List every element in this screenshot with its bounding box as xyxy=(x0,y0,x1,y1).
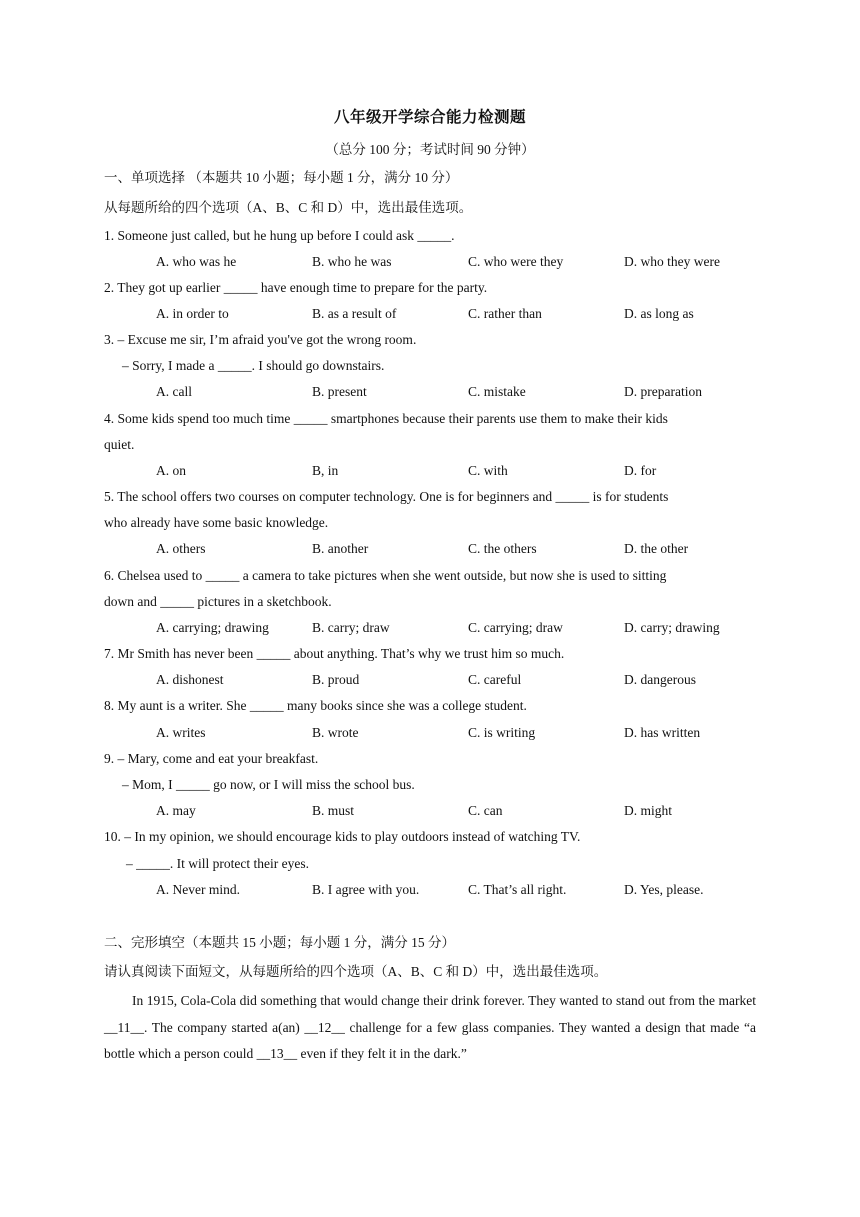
question-3-reply: – Sorry, I made a _____. I should go downstairs. xyxy=(122,358,385,373)
option-a: A. call xyxy=(156,384,192,399)
option-d: D. as long as xyxy=(624,306,694,321)
question-10: 10. – In my opinion, we should encourage kids to play outdoors instead of watching TV. xyxy=(104,829,581,844)
section1-instruction: 从每题所给的四个选项（A、B、C 和 D）中，选出最佳选项。 xyxy=(104,200,473,215)
option-b: B. who he was xyxy=(312,254,392,269)
option-a: A. dishonest xyxy=(156,672,224,687)
option-b: B. as a result of xyxy=(312,306,397,321)
option-a: A. may xyxy=(156,803,196,818)
question-5-options xyxy=(156,540,756,558)
question-6-options xyxy=(156,619,756,637)
question-8: 8. My aunt is a writer. She _____ many books since she was a college student. xyxy=(104,698,527,713)
option-d: D. preparation xyxy=(624,384,702,399)
option-c: C. carrying; draw xyxy=(468,620,563,635)
option-c: C. can xyxy=(468,803,503,818)
section2-instruction: 请认真阅读下面短文，从每题所给的四个选项（A、B、C 和 D）中，选出最佳选项。 xyxy=(104,964,608,979)
option-a: A. carrying; drawing xyxy=(156,620,269,635)
option-b: B. wrote xyxy=(312,725,359,740)
question-9-options xyxy=(156,802,756,820)
option-b: B. another xyxy=(312,541,369,556)
option-d: D. has written xyxy=(624,725,701,740)
question-10-options xyxy=(156,881,756,899)
option-c: C. mistake xyxy=(468,384,526,399)
option-d: D. might xyxy=(624,803,673,818)
question-3: 3. – Excuse me sir, I’m afraid you've got the wrong room. xyxy=(104,332,417,347)
option-d: D. who they were xyxy=(624,254,720,269)
option-b: B. I agree with you. xyxy=(312,882,420,897)
question-2-options xyxy=(156,305,756,323)
option-a: A. Never mind. xyxy=(156,882,240,897)
option-a: A. on xyxy=(156,463,186,478)
question-6-cont: down and _____ pictures in a sketchbook. xyxy=(104,594,332,609)
option-a: A. who was he xyxy=(156,254,237,269)
option-d: D. dangerous xyxy=(624,672,696,687)
question-1-options xyxy=(156,253,756,271)
option-a: A. in order to xyxy=(156,306,229,321)
question-10-reply: – _____. It will protect their eyes. xyxy=(126,856,309,871)
page-subtitle: （总分 100 分；考试时间 90 分钟） xyxy=(325,142,535,157)
question-7-options xyxy=(156,671,756,689)
option-b: B. present xyxy=(312,384,367,399)
question-9: 9. – Mary, come and eat your breakfast. xyxy=(104,751,319,766)
option-b: B. carry; draw xyxy=(312,620,390,635)
option-d: D. for xyxy=(624,463,657,478)
option-c: C. is writing xyxy=(468,725,536,740)
question-4-cont: quiet. xyxy=(104,437,135,452)
question-2: 2. They got up earlier _____ have enough time to prepare for the party. xyxy=(104,280,488,295)
option-b: B. proud xyxy=(312,672,360,687)
question-3-options xyxy=(156,383,756,401)
section1-heading: 一、单项选择 （本题共 10 小题；每小题 1 分，满分 10 分） xyxy=(104,170,459,185)
option-d: D. the other xyxy=(624,541,689,556)
question-4: 4. Some kids spend too much time _____ smartphones because their parents use them to make their kids xyxy=(104,411,668,426)
option-b: B, in xyxy=(312,463,339,478)
option-c: C. rather than xyxy=(468,306,542,321)
option-c: C. who were they xyxy=(468,254,564,269)
option-c: C. with xyxy=(468,463,508,478)
cloze-passage: In 1915, Cola-Cola did something that would change their drink forever. They wanted to stand out from the market __11__. The company started a(an) __12__ challenge for a few glass companies. They wanted a design that made “a bottle which a person could __13__ even if they felt it in the dark.” xyxy=(104,993,756,1061)
option-d: D. Yes, please. xyxy=(624,882,704,897)
question-8-options xyxy=(156,724,756,742)
section2-heading: 二、完形填空（本题共 15 小题；每小题 1 分，满分 15 分） xyxy=(104,935,455,950)
question-7: 7. Mr Smith has never been _____ about anything. That’s why we trust him so much. xyxy=(104,646,565,661)
question-9-reply: – Mom, I _____ go now, or I will miss the school bus. xyxy=(122,777,415,792)
option-c: C. the others xyxy=(468,541,537,556)
question-1: 1. Someone just called, but he hung up before I could ask _____. xyxy=(104,228,455,243)
page-title: 八年级开学综合能力检测题 xyxy=(333,109,526,126)
question-5: 5. The school offers two courses on computer technology. One is for beginners and _____ is for students xyxy=(104,489,669,504)
question-6: 6. Chelsea used to _____ a camera to take pictures when she went outside, but now she is used to sitting xyxy=(104,568,667,583)
option-a: A. others xyxy=(156,541,206,556)
option-a: A. writes xyxy=(156,725,206,740)
option-b: B. must xyxy=(312,803,355,818)
option-d: D. carry; drawing xyxy=(624,620,720,635)
option-c: C. careful xyxy=(468,672,522,687)
option-c: C. That’s all right. xyxy=(468,882,567,897)
question-5-cont: who already have some basic knowledge. xyxy=(104,515,329,530)
question-4-options xyxy=(156,462,756,480)
